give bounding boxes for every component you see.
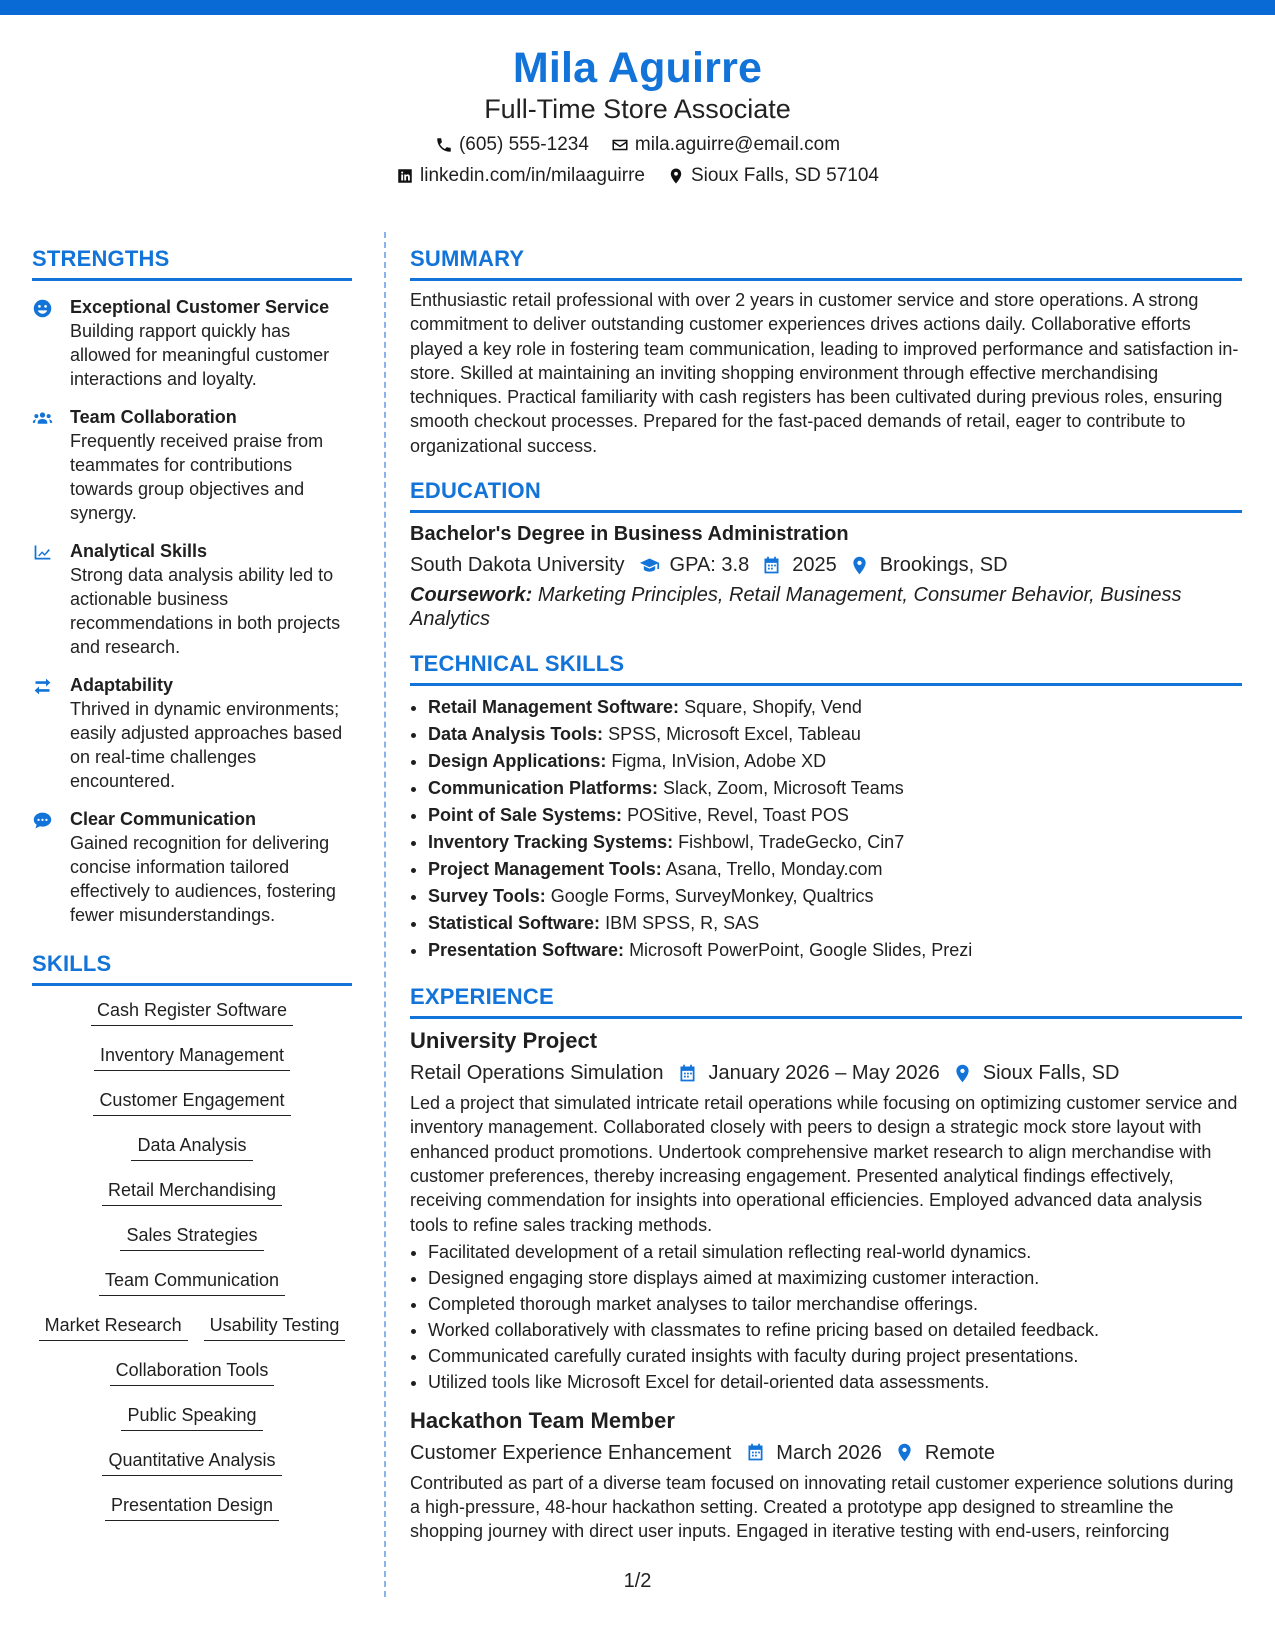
- phone-icon: [435, 136, 453, 154]
- tech-skill-label: Statistical Software:: [428, 913, 601, 934]
- experience-desc: Contributed as part of a diverse team focused on innovating retail customer experience solutions during a high-pressure, 48-hour hackathon setting. Created a prototype app designed to streamline the shopping journey with direct user inputs. Engaged in iterative testing with end-users, reinforcing: [410, 1472, 1234, 1542]
- tech-skill-label: Point of Sale Systems:: [428, 805, 623, 826]
- map-pin-icon: [667, 167, 685, 185]
- calendar-icon: [761, 555, 782, 576]
- experience-title: Hackathon Team Member: [410, 1407, 675, 1433]
- linkedin-icon: [396, 167, 414, 185]
- tech-skill-value: Google Forms, SurveyMonkey, Qualtrics: [550, 886, 874, 907]
- experience-subtitle: Retail Operations Simulation: [410, 1062, 664, 1085]
- tech-skill-value: Microsoft PowerPoint, Google Slides, Prezi: [629, 940, 973, 961]
- education-section: [410, 476, 1242, 631]
- skill-tag: Usability Testing: [204, 1313, 346, 1341]
- experience-bullet: • Completed thorough market analyses to tailor merchandise offerings.: [428, 1291, 1242, 1317]
- experience-dates: March 2026: [776, 1441, 882, 1464]
- skill-tag: Quantitative Analysis: [102, 1448, 281, 1476]
- tech-skill-item: [428, 856, 1242, 883]
- coursework-list: Marketing Principles, Retail Management, Consumer Behavior, Business Analytics: [410, 584, 1182, 631]
- skills-list: [32, 998, 352, 1521]
- tech-skill-item: [428, 748, 1242, 775]
- tech-skill-item: [428, 802, 1242, 829]
- strength-title: Adaptability: [70, 675, 174, 695]
- skill-tag: Inventory Management: [94, 1043, 290, 1071]
- contact-linkedin[interactable]: [396, 163, 645, 189]
- skill-tag: Cash Register Software: [91, 998, 293, 1026]
- tech-skill-value: IBM SPSS, R, SAS: [605, 913, 760, 934]
- experience-bullet: • Facilitated development of a retail simulation reflecting real-world dynamics.: [428, 1239, 1242, 1265]
- school-name: South Dakota University: [410, 554, 625, 577]
- tech-skill-item: [428, 883, 1242, 910]
- tech-skill-value: POSitive, Revel, Toast POS: [627, 805, 849, 826]
- tech-skill-label: Retail Management Software:: [428, 697, 680, 718]
- strengths-section: [32, 244, 352, 927]
- contact-email[interactable]: [611, 132, 840, 158]
- page-number: 1/2: [623, 1570, 652, 1592]
- skills-heading: SKILLS: [32, 951, 112, 976]
- strength-item: [32, 673, 352, 793]
- skill-tag: Customer Engagement: [93, 1088, 290, 1116]
- section-rule: [410, 510, 1242, 513]
- technical-skills-section: [410, 649, 1242, 964]
- linkedin-text: linkedin.com/in/milaaguirre: [420, 165, 645, 186]
- experience-meta: [410, 1059, 1242, 1087]
- skill-tag: Team Communication: [99, 1268, 285, 1296]
- skills-section: [32, 949, 352, 1521]
- strength-item: [32, 807, 352, 927]
- experience-desc: Led a project that simulated intricate retail operations while focusing on optimizing customer service and inventory management. Collaborated closely with peers to design a strategic mock store layout with enhanced product promotions. Undertook comprehensive market research to align merchandise with customer preferences, thereby increasing engagement. Presented analytical findings effectively, receiving commendation for insights into operational efficiencies. Employed advanced data analysis tools to refine sales tracking methods.: [410, 1093, 1238, 1235]
- contact-row-1: [0, 132, 1275, 158]
- strength-desc: Strong data analysis ability led to actionable business recommendations in both projects and research.: [70, 565, 341, 657]
- strength-desc: Thrived in dynamic environments; easily adjusted approaches based on real-time challenges encountered.: [70, 699, 343, 791]
- section-rule: [410, 1016, 1242, 1019]
- contact-phone: [435, 132, 589, 158]
- experience-title: University Project: [410, 1028, 598, 1054]
- tech-skill-label: Project Management Tools:: [428, 859, 662, 880]
- experience-meta: [410, 1439, 1242, 1467]
- tech-skill-value: Figma, InVision, Adobe XD: [611, 751, 827, 772]
- technical-skills-heading: TECHNICAL SKILLS: [410, 651, 625, 677]
- skill-tag: Presentation Design: [105, 1493, 279, 1521]
- tech-skill-value: Fishbowl, TradeGecko, Cin7: [678, 832, 905, 853]
- strength-item: [32, 405, 352, 525]
- experience-location: Sioux Falls, SD: [982, 1062, 1120, 1085]
- experience-section: [410, 982, 1242, 1544]
- strength-title: Exceptional Customer Service: [70, 297, 330, 317]
- strength-title: Analytical Skills: [70, 541, 208, 561]
- phone-text: (605) 555-1234: [458, 134, 589, 155]
- candidate-title: Full-Time Store Associate: [484, 94, 791, 124]
- technical-skills-list: [410, 694, 1242, 964]
- skill-tag: Collaboration Tools: [110, 1358, 275, 1386]
- strength-title: Clear Communication: [70, 809, 257, 829]
- strength-item: [32, 539, 352, 659]
- education-heading: EDUCATION: [410, 478, 541, 504]
- strengths-heading: STRENGTHS: [32, 246, 170, 271]
- tech-skill-item: [428, 694, 1242, 721]
- summary-heading: SUMMARY: [410, 246, 525, 271]
- experience-bullet: • Worked collaboratively with classmates to refine pricing based on detailed feedback.: [428, 1317, 1242, 1343]
- education-meta: [410, 551, 1242, 579]
- tech-skill-label: Inventory Tracking Systems:: [428, 832, 674, 853]
- experience-item: [410, 1407, 1242, 1544]
- tech-skill-value: SPSS, Microsoft Excel, Tableau: [608, 724, 861, 745]
- contact-location: [667, 163, 879, 189]
- skill-tag: Data Analysis: [131, 1133, 252, 1161]
- smile-icon: [32, 298, 53, 319]
- tech-skill-item: [428, 910, 1242, 937]
- gpa-text: GPA: 3.8: [669, 554, 750, 577]
- section-rule: [32, 278, 352, 281]
- tech-skill-label: Communication Platforms:: [428, 778, 659, 799]
- candidate-name: Mila Aguirre: [512, 44, 763, 92]
- strength-title: Team Collaboration: [70, 407, 237, 427]
- experience-location: Remote: [924, 1441, 995, 1464]
- right-column: [410, 244, 1242, 1544]
- coursework-label: Coursework:: [410, 584, 533, 607]
- users-icon: [32, 408, 53, 429]
- summary-text: Enthusiastic retail professional with over 2 years in customer service and store operations. A strong commitment to deliver outstanding customer experiences drives actions daily. Collaborative efforts played a key role in fostering team communication, leading to improved performance and satisfaction in-store. Skilled at maintaining an inviting shopping environment through effective merchandising techniques. Practical familiarity with cash registers has been cultivated during previous roles, ensuring smooth checkout processes. Prepared for the fast-paced demands of retail, eager to contribute to organizational success.: [410, 290, 1239, 456]
- strength-item: [32, 295, 352, 391]
- section-rule: [410, 278, 1242, 281]
- strength-desc: Building rapport quickly has allowed for meaningful customer interactions and loyalty.: [70, 321, 330, 389]
- tech-skill-label: Design Applications:: [428, 751, 607, 772]
- experience-bullet: • Designed engaging store displays aimed at maximizing customer interaction.: [428, 1265, 1242, 1291]
- strength-desc: Gained recognition for delivering concise information tailored effectively to audiences, fostering fewer misunderstandings.: [70, 833, 336, 925]
- calendar-icon: [745, 1442, 766, 1463]
- section-rule: [410, 683, 1242, 686]
- tech-skill-item: [428, 775, 1242, 802]
- chart-line-icon: [32, 542, 53, 563]
- tech-skill-value: Slack, Zoom, Microsoft Teams: [663, 778, 904, 799]
- tech-skill-item: [428, 937, 1242, 964]
- envelope-icon: [611, 136, 629, 154]
- left-column: [32, 244, 352, 1521]
- top-accent-bar: [0, 0, 1275, 15]
- map-pin-icon: [894, 1442, 915, 1463]
- school-location: Brookings, SD: [879, 554, 1008, 577]
- resume-header: [0, 42, 1275, 189]
- map-pin-icon: [952, 1063, 973, 1084]
- summary-section: [410, 244, 1242, 458]
- degree-title: Bachelor's Degree in Business Administration: [410, 523, 849, 546]
- tech-skill-label: Data Analysis Tools:: [428, 724, 604, 745]
- tech-skill-item: [428, 829, 1242, 856]
- calendar-icon: [677, 1063, 698, 1084]
- experience-dates: January 2026 – May 2026: [708, 1062, 940, 1085]
- experience-bullet: • Communicated carefully curated insights with faculty during project presentations.: [428, 1343, 1242, 1369]
- email-text: mila.aguirre@email.com: [634, 134, 841, 155]
- tech-skill-value: Square, Shopify, Vend: [684, 697, 862, 718]
- skill-tag: Public Speaking: [121, 1403, 262, 1431]
- experience-item: [410, 1027, 1242, 1395]
- coursework: [410, 583, 1242, 631]
- section-rule: [32, 983, 352, 986]
- skill-tag: Retail Merchandising: [102, 1178, 282, 1206]
- arrows-exchange-icon: [32, 676, 53, 697]
- experience-heading: EXPERIENCE: [410, 984, 554, 1010]
- skill-tag: Market Research: [39, 1313, 188, 1341]
- graduation-cap-icon: [639, 555, 660, 576]
- tech-skill-label: Presentation Software:: [428, 940, 625, 961]
- experience-bullet: • Utilized tools like Microsoft Excel for detail-oriented data assessments.: [428, 1369, 1242, 1395]
- graduation-year: 2025: [792, 554, 837, 577]
- skill-tag: Sales Strategies: [120, 1223, 263, 1251]
- column-divider: [384, 232, 386, 1597]
- experience-bullets: [410, 1239, 1242, 1395]
- strength-desc: Frequently received praise from teammates for contributions towards group objectives and synergy.: [70, 431, 324, 523]
- tech-skill-value: Asana, Trello, Monday.com: [665, 859, 883, 880]
- map-pin-icon: [849, 555, 870, 576]
- chat-bubble-icon: [32, 810, 53, 831]
- contact-row-2: [0, 163, 1275, 189]
- tech-skill-label: Survey Tools:: [428, 886, 546, 907]
- experience-subtitle: Customer Experience Enhancement: [410, 1441, 732, 1464]
- location-text: Sioux Falls, SD 57104: [690, 165, 879, 186]
- tech-skill-item: [428, 721, 1242, 748]
